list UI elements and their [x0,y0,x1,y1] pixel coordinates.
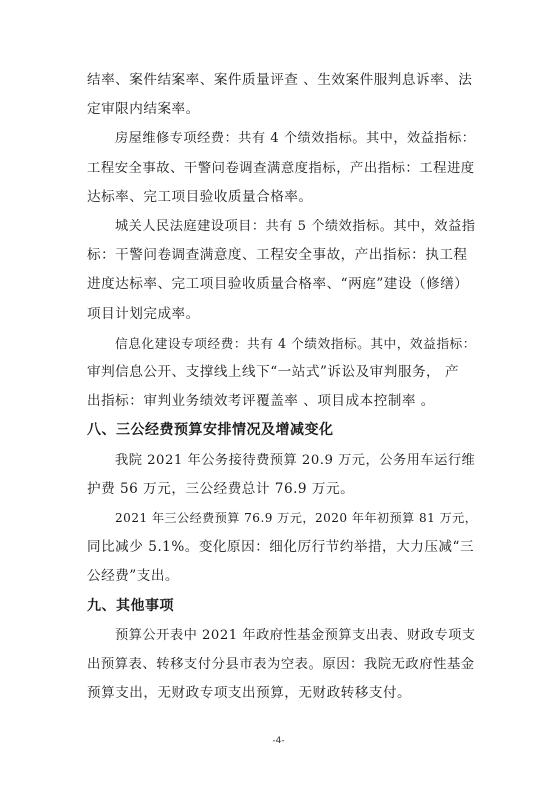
page-number: -4- [272,736,285,746]
paragraph-it-construction [87,329,475,417]
text-line: 信息化建设专项经费：共有 4 个绩效指标。其中，效益指标： [115,335,476,351]
paragraph-other-matters [87,621,475,709]
text-line: 2021 年三公经费预算 76.9 万元，2020 年年初预算 81 万元， [115,511,478,526]
text-line: 同比减少 5.1%。变化原因：细化厉行节约举措，大力压减“三 [87,539,475,556]
text-line: 达标率、完工项目验收质量合格率。 [87,188,313,205]
text-line: 标：干警问卷调查满意度、工程安全事故，产出指标：执工程 [87,247,468,264]
document-body [87,66,478,708]
text-line: 工程安全事故、干警问卷调查满意度指标，产出指标：工程进度 [87,160,475,176]
section-heading-eight: 八、三公经费预算安排情况及增减变化 [87,422,334,439]
text-line: 护费 56 万元，三公经费总计 76.9 万元。 [87,480,355,497]
text-line: 房屋维修专项经费：共有 4 个绩效指标。其中，效益指标： [115,131,476,147]
text-line: 城关人民法庭建设项目：共有 5 个绩效指标。其中，效益指 [115,219,476,235]
text-line: 结率、案件结案率、案件质量评查 、生效案件服判息诉率、法 [87,72,473,88]
text-line: 审判信息公开、支撑线上线下“一站式”诉讼及审判服务， 产 [87,364,460,381]
text-line: 公经费”支出。 [87,568,180,585]
text-line: 项目计划完成率。 [87,305,200,322]
paragraph-budget-change [87,504,478,592]
paragraph-case-indicators [87,66,475,124]
text-line: 预算公开表中 2021 年政府性基金预算支出表、财政专项支 [115,627,476,643]
text-line: 进度达标率、完工项目验收质量合格率、“两庭”建设（修缮） [87,276,469,293]
text-line: 预算支出，无财政专项支出预算，无财政转移支付。 [87,685,412,702]
paragraph-three-public-budget [87,446,475,504]
section-heading-nine: 九、其他事项 [87,597,174,614]
text-line: 我院 2021 年公务接待费预算 20.9 万元，公务用车运行维 [115,452,476,468]
text-line: 出预算表、转移支付分县市表为空表。原因：我院无政府性基金 [87,657,475,673]
paragraph-court-construction [87,212,475,329]
text-line: 出指标：审判业务绩效考评覆盖率 、项目成本控制率 。 [87,393,435,410]
paragraph-house-repair [87,124,475,212]
text-line: 定审限内结案率。 [87,101,200,118]
